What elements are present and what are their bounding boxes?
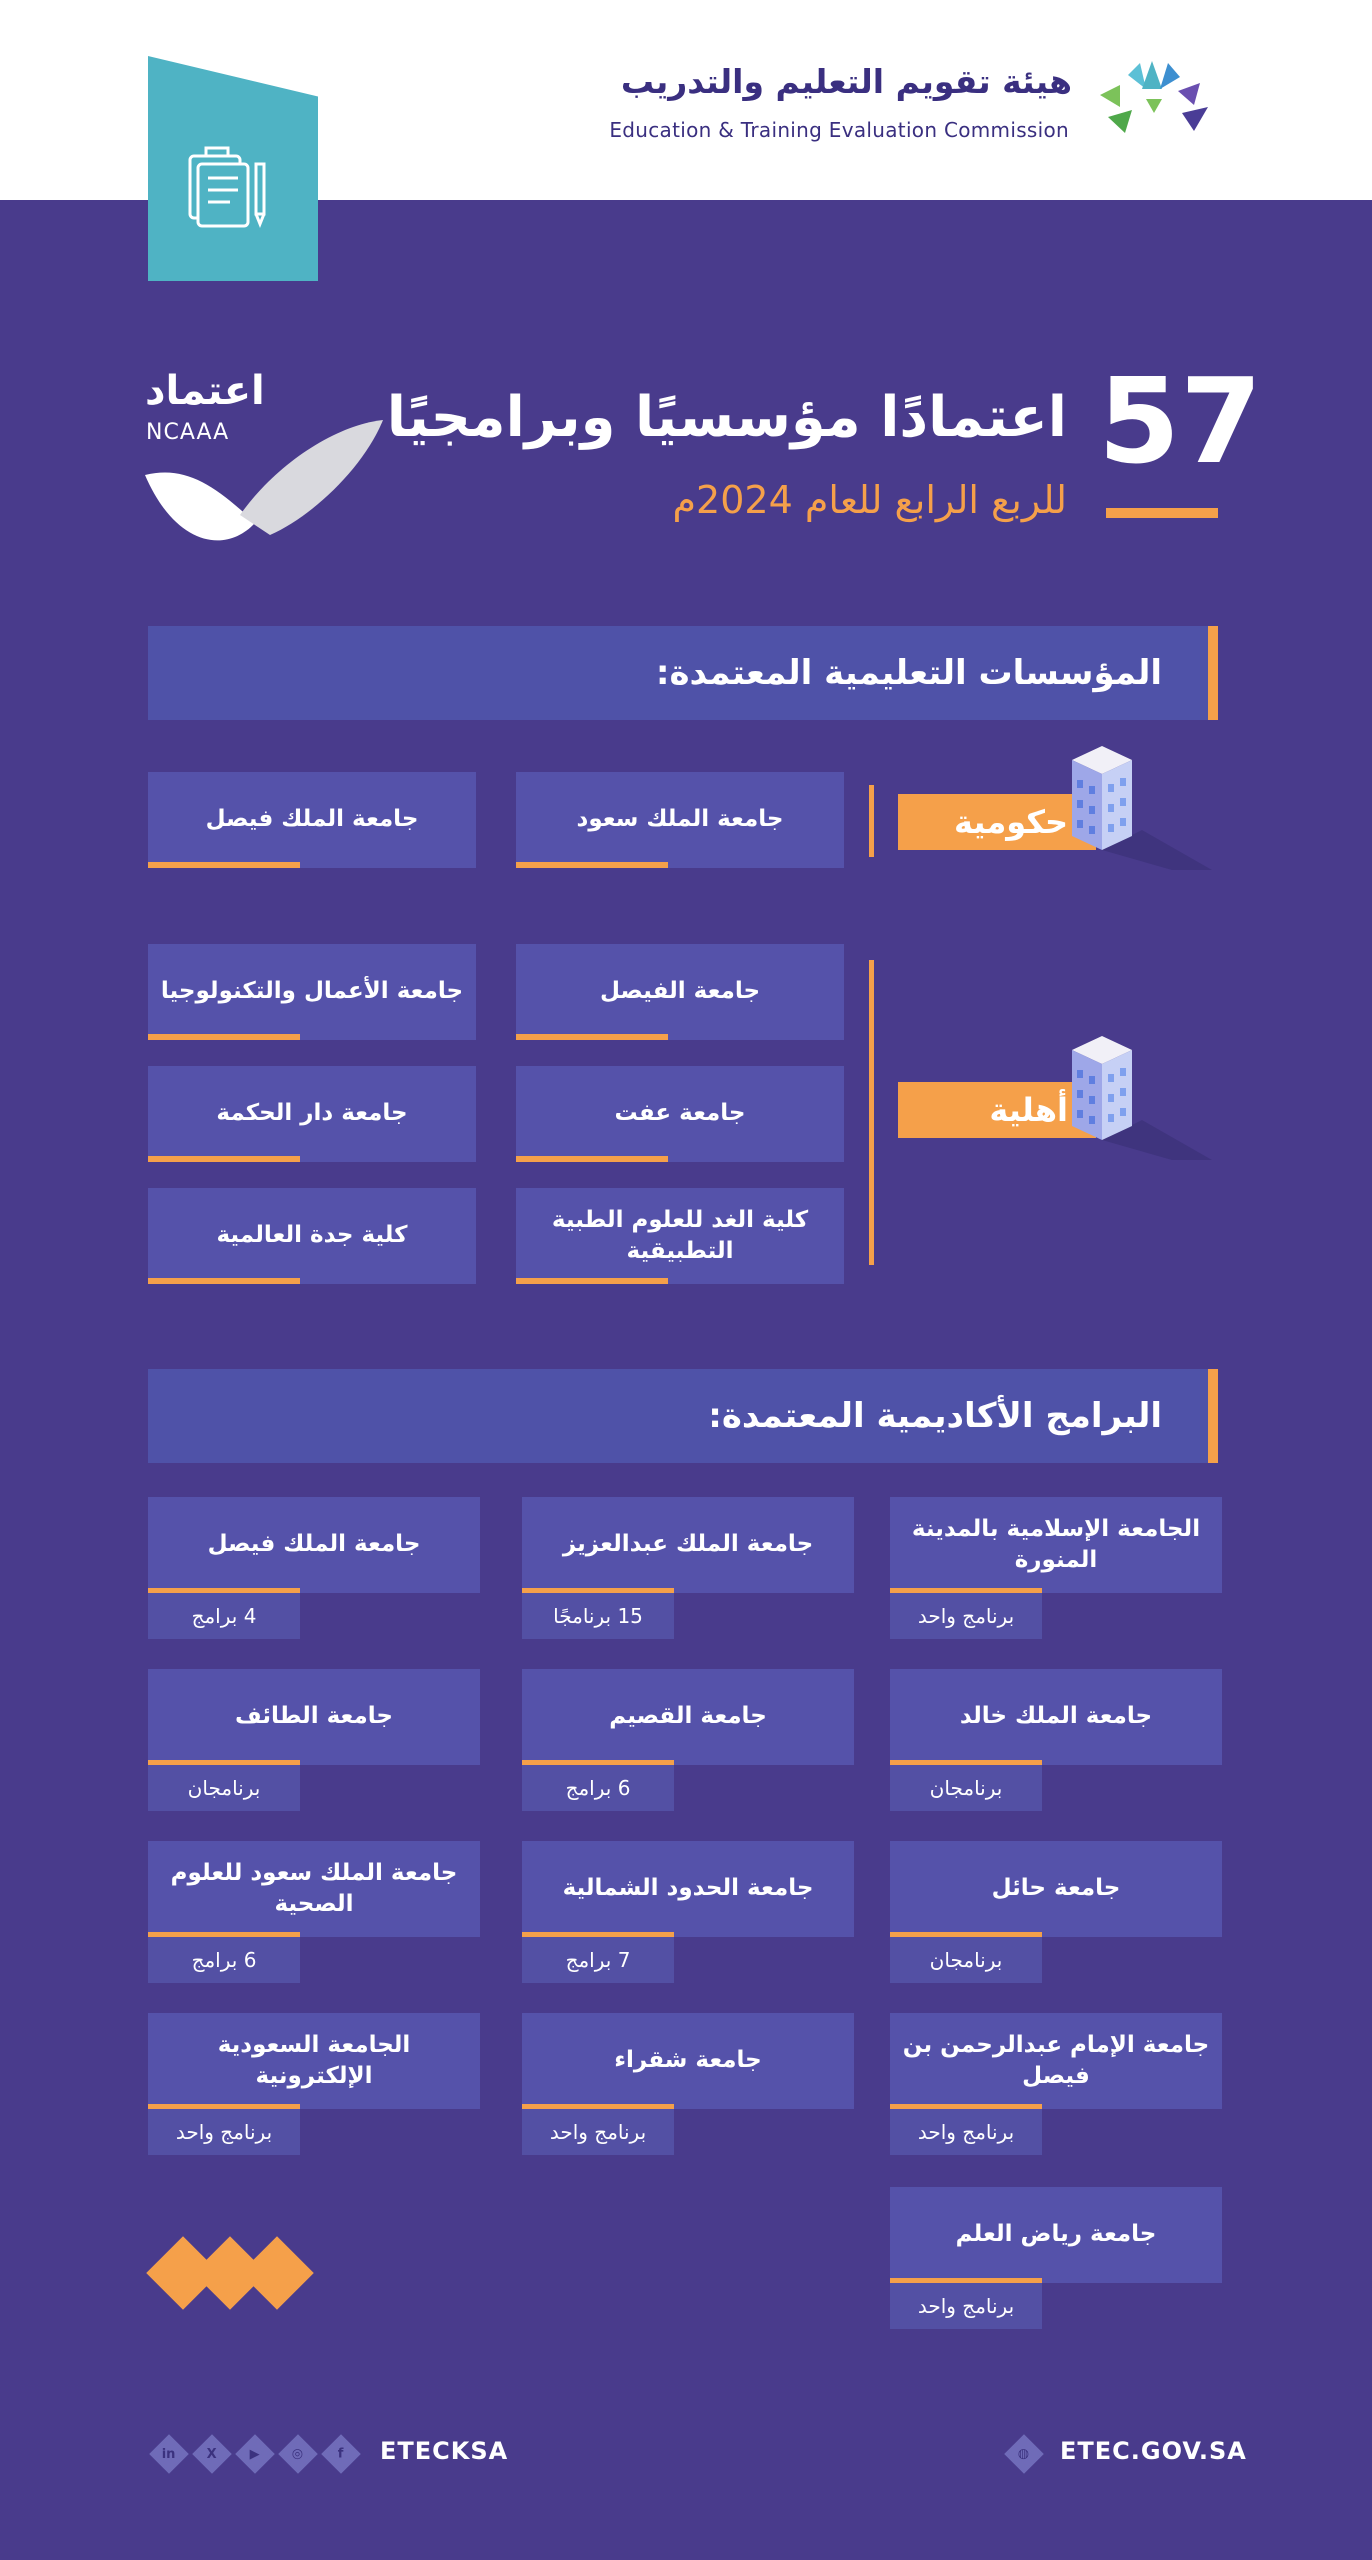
accreditation-count: 57 [1098, 352, 1263, 490]
private-label: أهلية [898, 1082, 1096, 1138]
ncaaa-english: NCAAA [146, 420, 230, 445]
building-icon [1062, 1020, 1212, 1160]
page-title: اعتمادًا مؤسسيًا وبرامجيًا [386, 385, 1067, 450]
institution-card: جامعة الملك سعود [516, 772, 844, 868]
program-count: 7 برامج [522, 1937, 674, 1983]
private-divider [869, 960, 874, 1265]
building-icon [1062, 730, 1212, 870]
institution-card: جامعة الأعمال والتكنولوجيا [148, 944, 476, 1040]
program-count: 6 برامج [148, 1937, 300, 1983]
government-divider [869, 785, 874, 857]
institution-card: جامعة الملك فيصل [148, 772, 476, 868]
website-link[interactable]: ETEC.GOV.SA [1060, 2437, 1247, 2465]
etec-logo-icon [1090, 55, 1220, 140]
program-card: جامعة الإمام عبدالرحمن بن فيصل [890, 2013, 1222, 2109]
program-card: جامعة الحدود الشمالية [522, 1841, 854, 1937]
institution-card: كلية جدة العالمية [148, 1188, 476, 1284]
program-card: الجامعة الإسلامية بالمدينة المنورة [890, 1497, 1222, 1593]
program-card: جامعة الملك فيصل [148, 1497, 480, 1593]
institution-card: كلية الغد للعلوم الطبية التطبيقية [516, 1188, 844, 1284]
program-card: جامعة القصيم [522, 1669, 854, 1765]
program-count: 4 برامج [148, 1593, 300, 1639]
institution-card: جامعة عفت [516, 1066, 844, 1162]
program-card: جامعة الملك خالد [890, 1669, 1222, 1765]
program-count: برنامج واحد [522, 2109, 674, 2155]
diamond-icon [240, 2236, 314, 2310]
program-count: 15 برنامجًا [522, 1593, 674, 1639]
globe-icon: ◍ [1004, 2434, 1044, 2474]
program-card: جامعة شقراء [522, 2013, 854, 2109]
program-count: برنامج واحد [890, 1593, 1042, 1639]
programs-heading: البرامج الأكاديمية المعتمدة: [148, 1369, 1218, 1463]
ncaaa-arabic: اعتماد [145, 368, 265, 414]
program-card: جامعة الملك سعود للعلوم الصحية [148, 1841, 480, 1937]
facebook-icon[interactable]: f [321, 2434, 361, 2474]
youtube-icon[interactable]: ▶ [235, 2434, 275, 2474]
program-card: جامعة رياض العلم [890, 2187, 1222, 2283]
x-icon[interactable]: X [192, 2434, 232, 2474]
program-card: الجامعة السعودية الإلكترونية [148, 2013, 480, 2109]
instagram-icon[interactable]: ◎ [278, 2434, 318, 2474]
page-subtitle: للربع الرابع للعام 2024م [672, 478, 1067, 522]
program-count: برنامجان [890, 1765, 1042, 1811]
linkedin-icon[interactable]: in [149, 2434, 189, 2474]
program-card: جامعة الملك عبدالعزيز [522, 1497, 854, 1593]
org-name-arabic: هيئة تقويم التعليم والتدريب [620, 62, 1072, 101]
government-label: حكومية [898, 794, 1096, 850]
program-card: جامعة حائل [890, 1841, 1222, 1937]
institution-card: جامعة دار الحكمة [148, 1066, 476, 1162]
program-card: جامعة الطائف [148, 1669, 480, 1765]
program-count: برنامج واحد [890, 2283, 1042, 2329]
org-name-english: Education & Training Evaluation Commission [609, 118, 1069, 142]
program-count: برنامجان [890, 1937, 1042, 1983]
program-count: برنامج واحد [890, 2109, 1042, 2155]
program-count: 6 برامج [522, 1765, 674, 1811]
program-count: برنامج واحد [148, 2109, 300, 2155]
institutions-heading: المؤسسات التعليمية المعتمدة: [148, 626, 1218, 720]
program-count: برنامجان [148, 1765, 300, 1811]
count-underline [1106, 508, 1218, 518]
institution-card: جامعة الفيصل [516, 944, 844, 1040]
social-handle[interactable]: ETECKSA [380, 2437, 509, 2465]
